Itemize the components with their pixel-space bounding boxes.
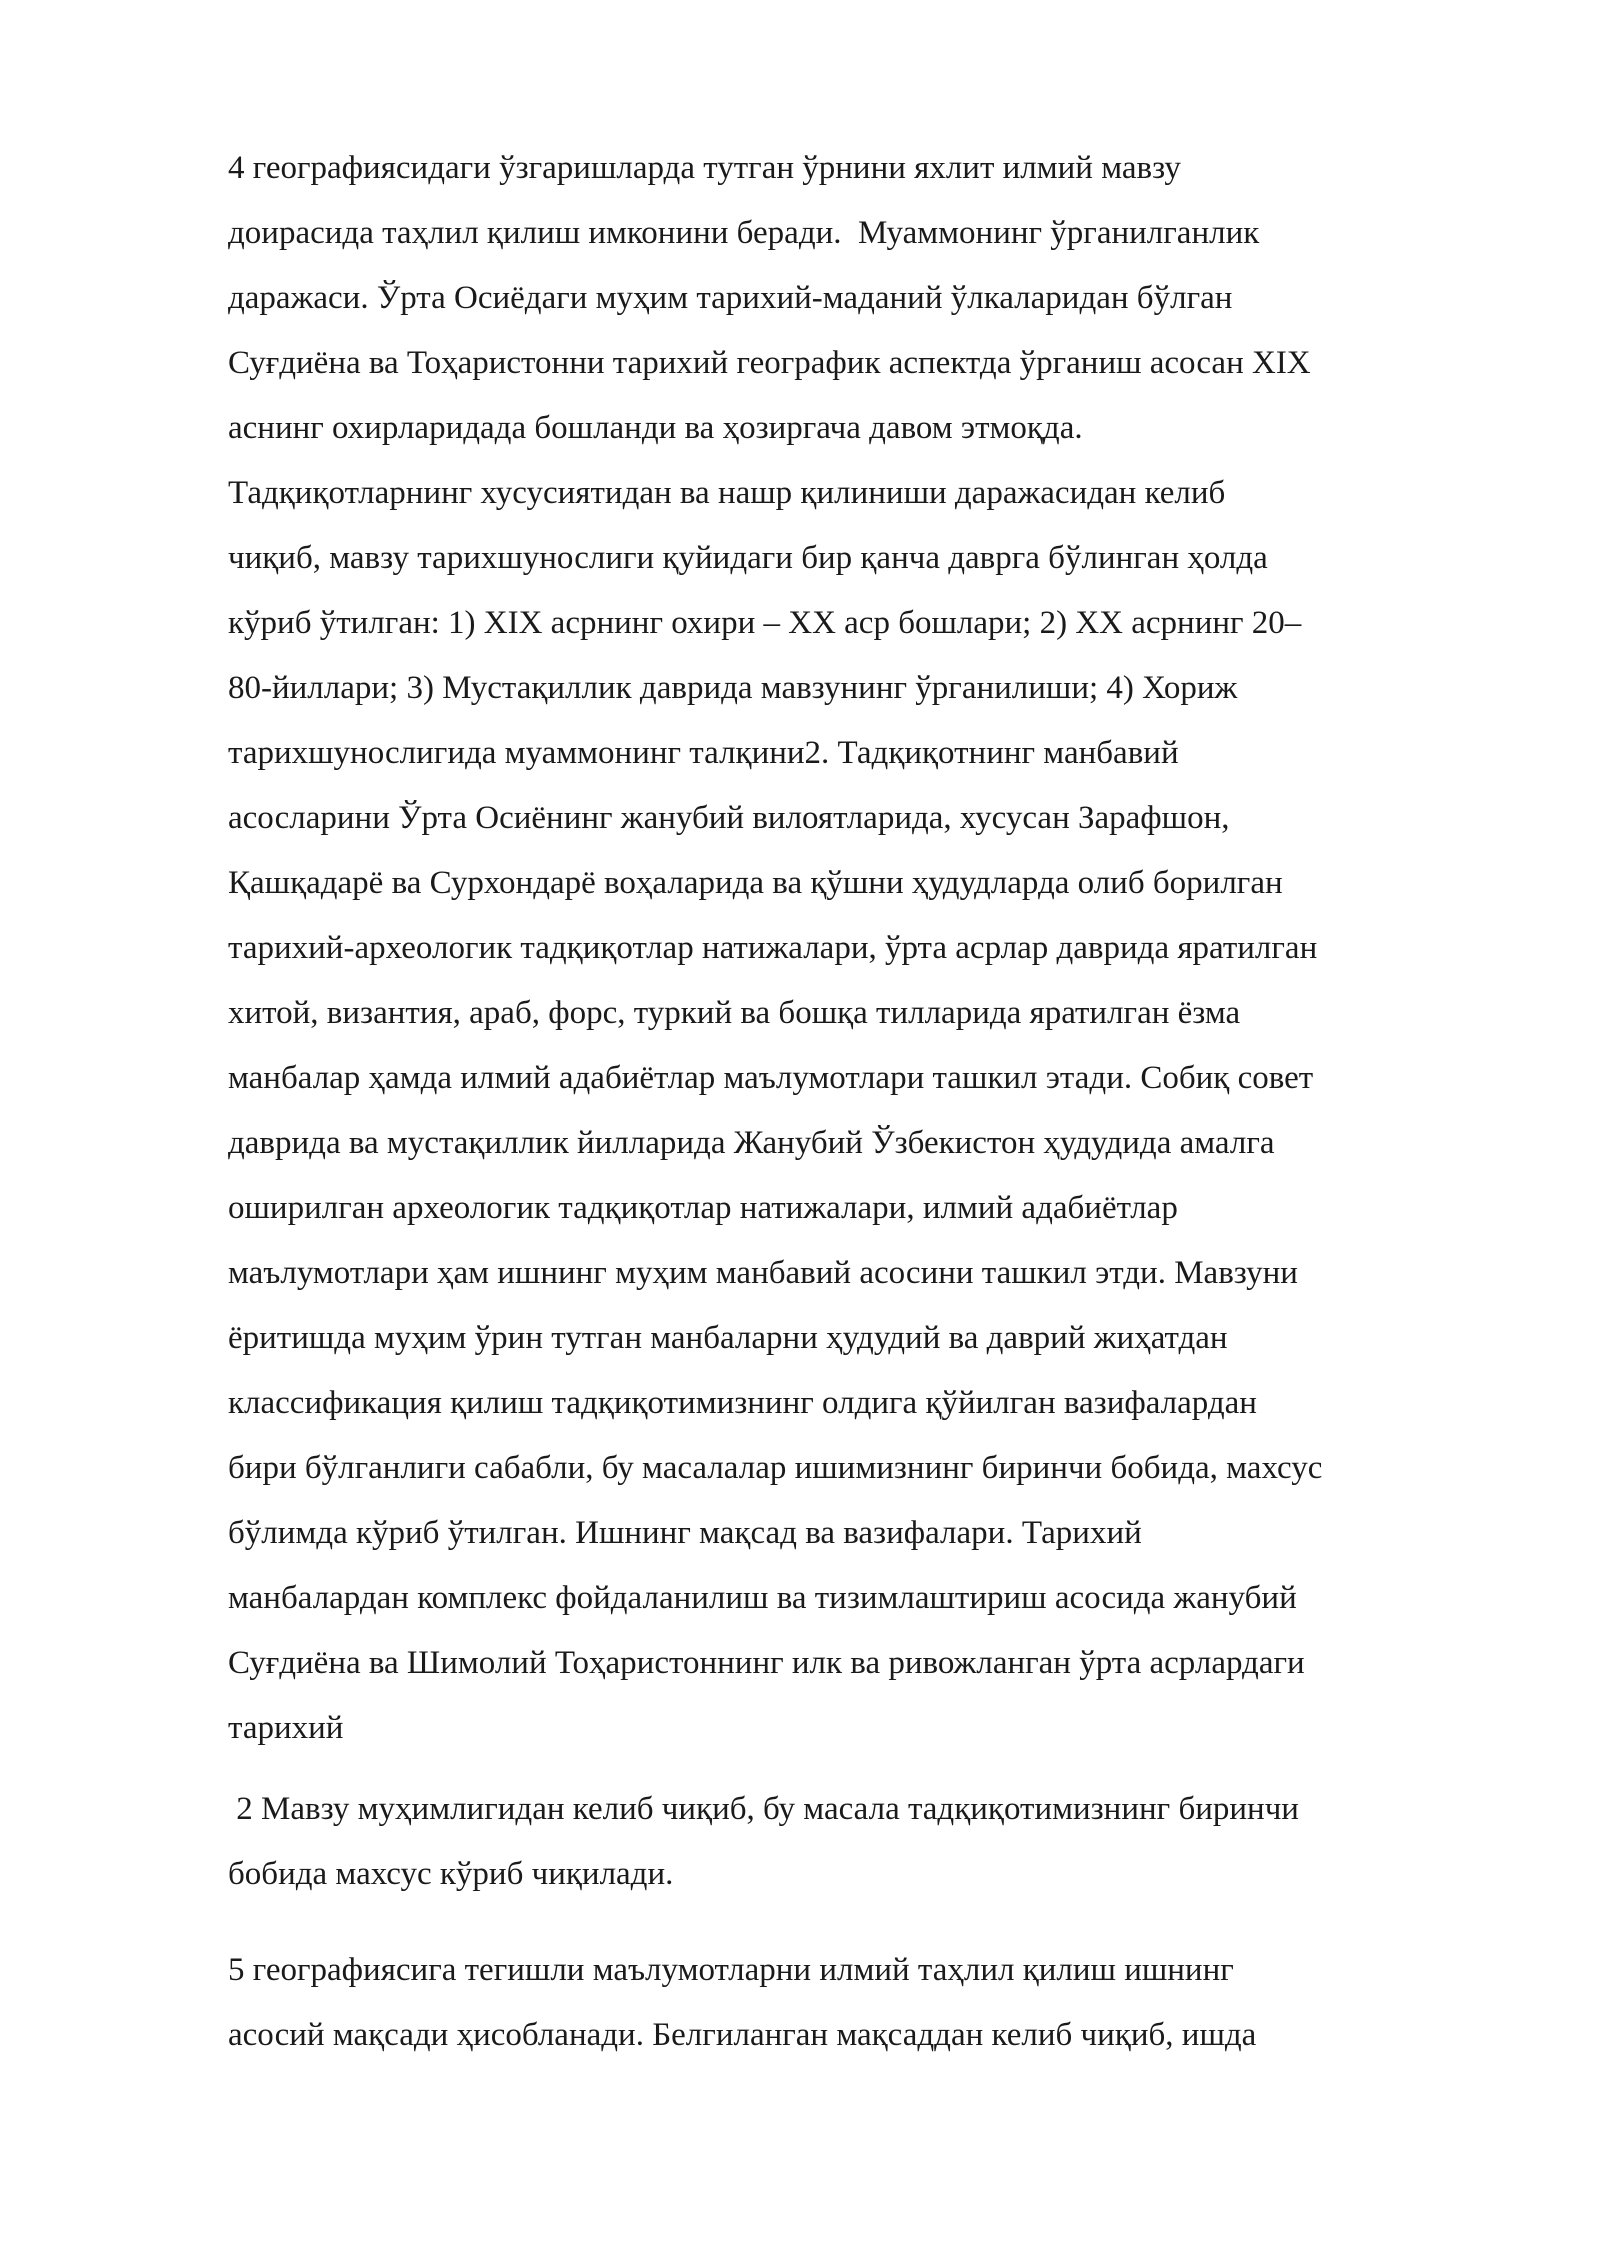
text-line: Қашқадарё ва Сурхондарё воҳаларида ва қўшни ҳудудларда олиб борилган	[228, 865, 1283, 901]
footnote-line: бобида махсус кўриб чиқилади.	[228, 1856, 674, 1892]
text-line: манбалардан комплекс фойдаланилиш ва тизимлаштириш асосида жанубий	[228, 1580, 1297, 1616]
text-line: доирасида таҳлил қилиш имконини беради. Муаммонинг ўрганилганлик	[228, 215, 1260, 251]
text-line: 5 географиясига тегишли маълумотларни илмий таҳлил қилиш ишнинг	[228, 1952, 1234, 1988]
text-line: аснинг охирларидада бошланди ва ҳозиргача давом этмоқда.	[228, 410, 1083, 446]
text-line: Суғдиёна ва Тоҳаристонни тарихий географик аспектда ўрганиш асосан XIX	[228, 345, 1311, 381]
footnote-line: 2 Мавзу муҳимлигидан келиб чиқиб, бу масала тадқиқотимизнинг биринчи	[228, 1791, 1299, 1827]
text-line: ёритишда муҳим ўрин тутган манбаларни ҳудудий ва даврий жиҳатдан	[228, 1320, 1228, 1356]
text-line: даврида ва мустақиллик йилларида Жанубий Ўзбекистон ҳудудида амалга	[228, 1125, 1275, 1161]
text-line: асосий мақсади ҳисобланади. Белгиланган мақсаддан келиб чиқиб, ишда	[228, 2017, 1257, 2053]
text-line: маълумотлари ҳам ишнинг муҳим манбавий асосини ташкил этди. Мавзуни	[228, 1255, 1298, 1291]
text-line: чиқиб, мавзу тарихшунослиги қуйидаги бир қанча даврга бўлинган ҳолда	[228, 540, 1268, 576]
text-line: бўлимда кўриб ўтилган. Ишнинг мақсад ва вазифалари. Тарихий	[228, 1515, 1142, 1551]
text-line: асосларини Ўрта Осиёнинг жанубий вилоятларида, хусусан Зарафшон,	[228, 800, 1230, 836]
text-line: даражаси. Ўрта Осиёдаги муҳим тарихий-маданий ўлкаларидан бўлган	[228, 280, 1233, 316]
text-line: 80-йиллари; 3) Мустақиллик даврида мавзунинг ўрганилиши; 4) Хориж	[228, 670, 1238, 706]
text-line: тарихшунослигида муаммонинг талқини2. Тадқиқотнинг манбавий	[228, 735, 1179, 771]
main-paragraph	[228, 136, 1488, 1761]
text-line: тарихий	[228, 1710, 344, 1746]
text-line: оширилган археологик тадқиқотлар натижалари, илмий адабиётлар	[228, 1190, 1178, 1226]
text-line: классификация қилиш тадқиқотимизнинг олдига қўйилган вазифалардан	[228, 1385, 1257, 1421]
text-line: манбалар ҳамда илмий адабиётлар маълумотлари ташкил этади. Собиқ совет	[228, 1060, 1314, 1096]
text-line: 4 географиясидаги ўзгаришларда тутган ўрнини яхлит илмий мавзу	[228, 150, 1181, 186]
text-line: кўриб ўтилган: 1) XIX асрнинг охири – XX аср бошлари; 2) XX асрнинг 20–	[228, 605, 1302, 641]
text-line: бири бўлганлиги сабабли, бу масалалар ишимизнинг биринчи бобида, махсус	[228, 1450, 1323, 1486]
footnote-paragraph	[228, 1777, 1488, 1907]
text-line: хитой, византия, араб, форс, туркий ва бошқа тилларида яратилган ёзма	[228, 995, 1241, 1031]
next-paragraph	[228, 1938, 1488, 2068]
text-line: Суғдиёна ва Шимолий Тоҳаристоннинг илк ва ривожланган ўрта асрлардаги	[228, 1645, 1305, 1681]
text-line: тарихий-археологик тадқиқотлар натижалари, ўрта асрлар даврида яратилган	[228, 930, 1318, 966]
text-line: Тадқиқотларнинг хусусиятидан ва нашр қилиниши даражасидан келиб	[228, 475, 1226, 511]
